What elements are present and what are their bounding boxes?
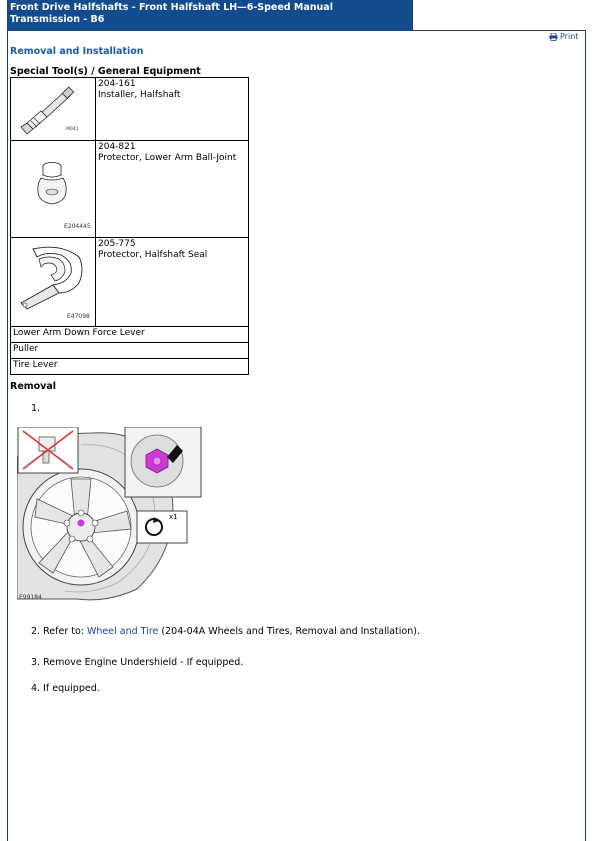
- step-2: [31, 626, 420, 637]
- print-button[interactable]: [549, 32, 578, 41]
- ball-joint-protector-icon: [13, 142, 93, 236]
- special-tools-table: [10, 77, 249, 375]
- printer-icon: [549, 33, 558, 41]
- tool-image-cell: [11, 141, 96, 238]
- tool-row: [11, 78, 249, 141]
- step-1: [31, 403, 40, 414]
- tool-name: Protector, Lower Arm Ball-Joint: [98, 153, 237, 163]
- equipment-row: [11, 359, 249, 375]
- equipment-row: [11, 343, 249, 359]
- halfshaft-seal-protector-icon: [13, 239, 93, 325]
- print-label[interactable]: Print: [560, 32, 579, 41]
- title-line-2: Transmission - B6: [10, 14, 105, 25]
- step-number: 4.: [31, 683, 41, 694]
- tool-row: [11, 141, 249, 238]
- tool-description-cell: [96, 238, 249, 327]
- tool-image-cell: [11, 78, 96, 141]
- tool-description-cell: [96, 141, 249, 238]
- equipment-cell: Tire Lever: [11, 359, 249, 375]
- header-blank-cell: [412, 0, 586, 30]
- special-tools-heading: Special Tool(s) / General Equipment: [10, 66, 201, 77]
- step-4: [31, 683, 100, 694]
- removal-heading: Removal: [10, 381, 57, 392]
- document-header: [7, 0, 586, 31]
- tool-row: [11, 238, 249, 327]
- step-suffix: (204-04A Wheels and Tires, Removal and Installation).: [158, 626, 420, 637]
- step-number: 2.: [31, 626, 41, 637]
- halfshaft-installer-icon: [13, 79, 93, 139]
- tool-name: Installer, Halfshaft: [98, 90, 181, 100]
- equipment-cell: Lower Arm Down Force Lever: [11, 327, 249, 343]
- wheel-removal-figure: [17, 427, 203, 603]
- step-text: If equipped.: [43, 683, 100, 694]
- step-number: 3.: [31, 657, 41, 668]
- multiplier-label: x1: [169, 513, 178, 521]
- tool-number: 205-775: [98, 239, 136, 249]
- document-title: [7, 0, 412, 30]
- equipment-cell: Puller: [11, 343, 249, 359]
- tool-number: 204-821: [98, 142, 136, 152]
- tool-image-cell: [11, 238, 96, 327]
- step-text: Remove Engine Undershield - If equipped.: [43, 657, 244, 668]
- step-prefix: Refer to:: [43, 626, 88, 637]
- tool-image-code: M041: [66, 127, 79, 132]
- title-line-1: Front Drive Halfshafts - Front Halfshaft LH—6-Speed Manual: [10, 2, 333, 13]
- tool-image-code: E47098: [67, 313, 90, 320]
- tool-number: 204-161: [98, 79, 136, 89]
- tool-name: Protector, Halfshaft Seal: [98, 250, 208, 260]
- section-title: Removal and Installation: [10, 46, 144, 57]
- step-3: [31, 657, 243, 668]
- wheel-and-tire-link[interactable]: Wheel and Tire: [87, 626, 159, 637]
- tool-description-cell: [96, 78, 249, 141]
- figure-code: E99184: [19, 594, 42, 601]
- tool-image-code: E204445: [64, 223, 91, 230]
- equipment-row: [11, 327, 249, 343]
- step-number: 1.: [31, 403, 41, 414]
